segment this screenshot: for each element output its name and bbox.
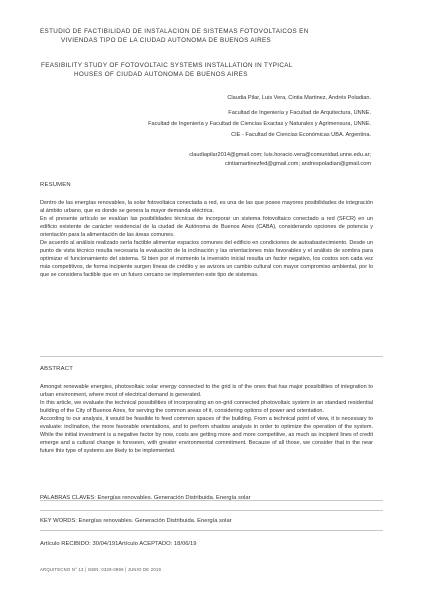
article-dates: Artículo RECIBIDO: 30/04/191Artículo ACEPTADO: 18/06/19 [40, 541, 197, 547]
abstract-paragraph-2: In this article, we evaluate the technical possibilities of incorporating an on-grid connected photovoltaic system in an standard residential building of the City of Buenos Aires, for serving the common areas of it, considering options of power and orientation. [40, 400, 373, 415]
abstract-paragraph-1: Amongst renewable energies, photovoltaic solar energy connected to the grid is of the ones that has major possibilities of integration to urban environment, where most of electrical demand is generated. [40, 384, 373, 399]
title-english [41, 61, 386, 79]
resumen-body [40, 199, 373, 279]
title-spanish-line1: ESTUDIO DE FACTIBILIDAD DE INSTALACION DE SISTEMAS FOTOVOLTAICOS EN [40, 28, 309, 35]
abstract-heading: ABSTRACT [40, 366, 74, 372]
resumen-heading: RESUMEN [40, 182, 71, 188]
resumen-paragraph-3: De acuerdo al análisis realizado sería factible alimentar espacios comunes del edificio en condiciones de autoabastecimiento. Desde un punto de vista técnico resulta necesaria la evaluación de la inclinación y las orientaciones más favorables y el análisis de sombra para optimizar el funcionamiento del sistema. Si bien por el momento la inversión inicial resulta un factor negativo, los costos son cada vez más competitivos, de forma incipiente surgen líneas de crédito y se avizora un cambio cultural con mayor compromiso ambiental, por lo que se considera factible que en un futuro cercano se implementen este tipo de sistemas. [40, 240, 373, 279]
title-english-line1: FEASIBILITY STUDY OF FOTOVOLTAIC SYSTEMS INSTALLATION IN TYPICAL [41, 62, 293, 69]
section-divider-3 [40, 510, 383, 511]
email-line-2: cintiamartinezfed@gmail.com; andrespoladian@gmail.com [225, 160, 371, 167]
author-names: Claudia Pilar, Luis Vera, Cintia Martinez, Andrés Poladian. [227, 95, 371, 101]
key-words: KEY WORDS: Energías renovables. Generación Distribuida. Energía solar [40, 518, 232, 524]
title-spanish-line2: VIVIENDAS TIPO DE LA CIUDAD AUTONOMA DE BUENOS AIRES [61, 37, 272, 44]
affiliation-3: CIE - Facultad de Ciencias Económicas UBA. Argentina. [231, 132, 371, 138]
email-block [51, 151, 371, 169]
title-spanish [40, 27, 385, 45]
author-block [51, 93, 371, 169]
palabras-claves: PALABRAS CLAVES: Energías renovables. Generación Distribuida. Energía solar [40, 495, 251, 501]
email-line-1: claudiapilar2014@gmail.com; luis.horacio.vera@comunidad.unne.edu.ar; [189, 152, 371, 158]
section-divider-4 [40, 530, 383, 531]
section-divider-1 [40, 356, 383, 357]
affiliation-2: Facultad de Ingeniería y Facultad de Ciencias Exactas y Naturales y Agrimensura, UNNE. [148, 121, 371, 127]
abstract-body [40, 383, 373, 455]
resumen-paragraph-2: En el presente artículo se evalúan las posibilidades técnicas de incorporar un sistema fotovoltaico conectado a red (SFCR) en un edificio existente de carácter residencial de la ciudad de Autónoma de Buenos Aires (CABA), considerando opciones de potencia y orientación para la alimentación de las áreas comunes. [40, 216, 373, 239]
abstract-paragraph-3: According to our analysis, it would be feasible to feed common spaces of the building. From a technical point of view, it is necessary to evaluate: inclination, the more favorable orientations, and to perform shadow analysis in order to optimize the operation of the system. While the initial investment is a negative factor by now, costs are getting more and more competitive, as much as incipient lines of credit emerge and a cultural change is foreseen, with greater environmental commitment. Because of all those, we consider that in the near future this type of systems are likely to be implemented. [40, 416, 373, 455]
journal-footer: ARQUITECNO N° 13 | ISBN: 0328-0896 | JUNIO DE 2019 [40, 567, 162, 572]
resumen-paragraph-1: Dentro de las energías renovables, la solar fotovoltaica conectada a red, es una de las que posee mayores posibilidades de integración al ámbito urbano, que es donde se genera la mayor demanda eléctrica. [40, 200, 373, 215]
affiliation-1: Facultad de Ingeniería y Facultad de Arquitectura, UNNE. [228, 110, 371, 116]
title-english-line2: HOUSES OF CIUDAD AUTONOMA DE BUENOS AIRES [74, 71, 248, 78]
